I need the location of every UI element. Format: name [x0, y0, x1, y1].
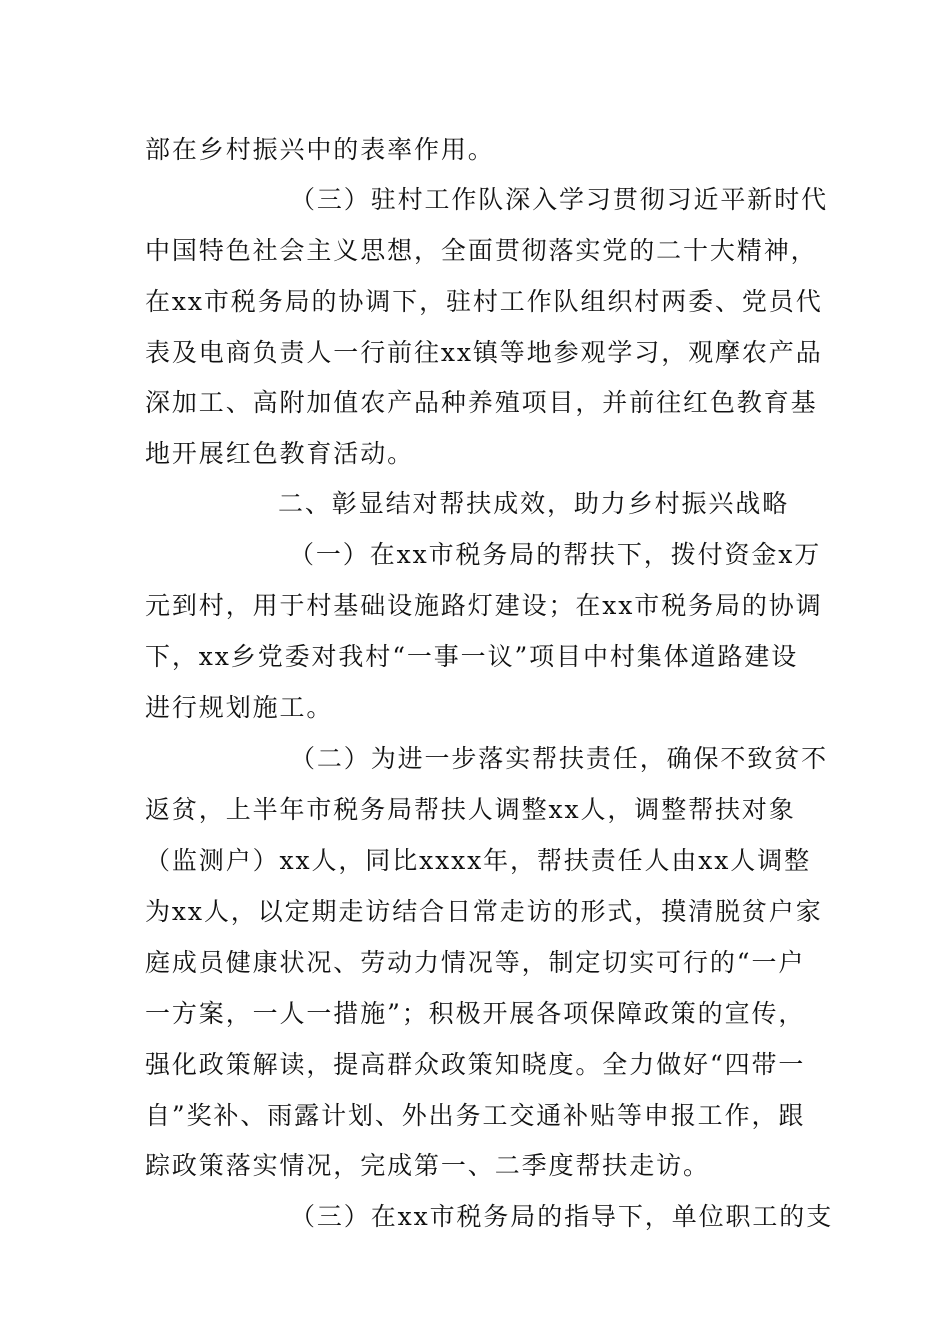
- text-line: （三）在xx市税务局的指导下，单位职工的支: [290, 1202, 834, 1231]
- text-line: 深加工、高附加值农产品种养殖项目，并前往红色教育基: [145, 388, 818, 417]
- text-line: 地开展红色教育活动。: [145, 439, 415, 468]
- text-line: 庭成员健康状况、劳动力情况等，制定切实可行的“一户: [145, 948, 806, 977]
- text-line: 部在乡村振兴中的表率作用。: [145, 135, 495, 164]
- text-line: （三）驻村工作队深入学习贯彻习近平新时代: [290, 185, 829, 214]
- text-line: 元到村，用于村基础设施路灯建设；在xx市税务局的协调: [145, 591, 823, 620]
- text-line: （监测户）xx人，同比xxxx年，帮扶责任人由xx人调整: [145, 846, 811, 875]
- text-line: 自”奖补、雨露计划、外出务工交通补贴等申报工作，跟: [145, 1101, 806, 1130]
- text-line: 踪政策落实情况，完成第一、二季度帮扶走访。: [145, 1151, 710, 1180]
- text-line: （一）在xx市税务局的帮扶下，拨付资金x万: [289, 540, 822, 569]
- text-line: 强化政策解读，提高群众政策知晓度。全力做好“四带一: [145, 1050, 806, 1079]
- text-line: 一方案，一人一措施”；积极开展各项保障政策的宣传，: [145, 999, 806, 1028]
- text-line: 中国特色社会主义思想，全面贯彻落实党的二十大精神，: [145, 236, 818, 265]
- text-line: 在xx市税务局的协调下，驻村工作队组织村两委、党员代: [145, 287, 823, 316]
- text-line: （二）为进一步落实帮扶责任，确保不致贫不: [290, 744, 829, 773]
- section-heading: 二、彰显结对帮扶成效，助力乡村振兴战略: [278, 489, 790, 518]
- text-line: 表及电商负责人一行前往xx镇等地参观学习，观摩农产品: [145, 338, 823, 367]
- text-line: 进行规划施工。: [145, 693, 334, 722]
- text-line: 下，xx乡党委对我村“一事一议”项目中村集体道路建设: [145, 642, 799, 671]
- text-line: 为xx人，以定期走访结合日常走访的形式，摸清脱贫户家: [145, 897, 823, 926]
- text-line: 返贫，上半年市税务局帮扶人调整xx人，调整帮扶对象: [145, 795, 796, 824]
